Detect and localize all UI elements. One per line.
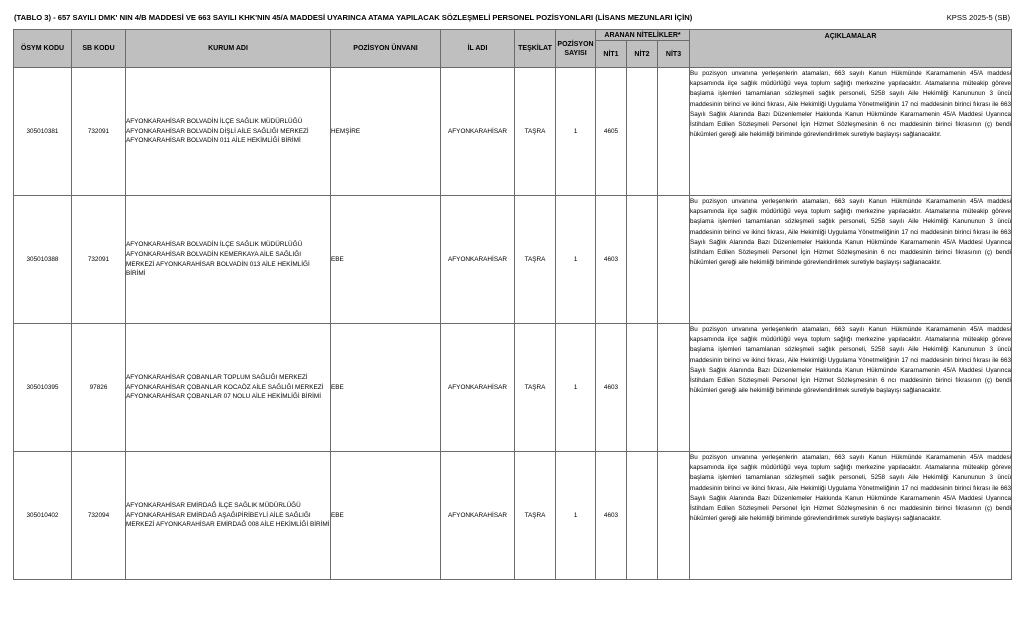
teskilat-cell: TAŞRA [515,68,556,196]
header-aranan-nitelikler: ARANAN NİTELİKLER* [596,30,690,41]
nit1-cell: 4603 [596,324,627,452]
aciklama-cell [690,196,1012,324]
nit3-cell [658,68,690,196]
aciklama-text: Bu pozisyon unvanına yerleşenlerin atamaları, 663 sayılı Kanun Hükmünde Kararnamenin 45/A maddesi kapsamında ilçe sağlık müdürlüğü veya toplum sağlığı merkezine yapılacaktır. Atamalarına müteakip göreve başlama işlemleri tamamlanan sözleşmeli sağlık personeli, 5258 sayılı Aile Hekimliği Kanununun 3 üncü maddesinin birinci ve ikinci fıkrası, Aile Hekimliği Uygulama Yönetmeliğinin 17 nci maddesinin birinci fıkrası ile 663 Sayılı Sağlık Alanında Bazı Düzenlemeler Hakkında Kanun Hükmünde Kararnamenin 45/A Maddesi Uyarınca İstihdam Edilen Sözleşmeli Personel İçin Hizmet Sözleşmesinin 6 ncı maddesinin birinci fıkrasının (ç) bendi hükümleri gereği aile hekimliği biriminde görevlendirilmek suretiyle başlayışı sağlanacaktır. [690,454,1012,523]
header-aciklamalar: AÇIKLAMALAR [690,30,1012,68]
kurum-adi-cell: AFYONKARAHİSAR EMİRDAĞ İLÇE SAĞLIK MÜDÜRLÜĞÜ AFYONKARAHİSAR EMİRDAĞ AŞAĞIPİRİBEYLİ AİLE SAĞLIĞI MERKEZİ AFYONKARAHİSAR EMİRDAĞ 008 AİLE HEKİMLİĞİ BİRİMİ [126,452,331,580]
nit2-cell [627,196,658,324]
il-adi-cell: AFYONKARAHİSAR [441,452,515,580]
kurum-adi-cell: AFYONKARAHİSAR BOLVADİN İLÇE SAĞLIK MÜDÜRLÜĞÜ AFYONKARAHİSAR BOLVADİN DİŞLİ AİLE SAĞLIĞI MERKEZİ AFYONKARAHİSAR BOLVADİN 011 AİLE HEKİMLİĞİ BİRİMİ [126,68,331,196]
nit2-cell [627,452,658,580]
header-pozisyon-sayisi: POZİSYON SAYISI [556,30,596,68]
header-nit3: NİT3 [658,41,690,68]
aciklama-text: Bu pozisyon unvanına yerleşenlerin atamaları, 663 sayılı Kanun Hükmünde Kararnamenin 45/A maddesi kapsamında ilçe sağlık müdürlüğü veya toplum sağlığı merkezine yapılacaktır. Atamalarına müteakip göreve başlama işlemleri tamamlanan sözleşmeli sağlık personeli, 5258 sayılı Aile Hekimliği Kanununun 3 üncü maddesinin birinci ve ikinci fıkrası, Aile Hekimliği Uygulama Yönetmeliğinin 17 nci maddesinin birinci fıkrası ile 663 Sayılı Sağlık Alanında Bazı Düzenlemeler Hakkında Kanun Hükmünde Kararnamenin 45/A Maddesi Uyarınca İstihdam Edilen Sözleşmeli Personel İçin Hizmet Sözleşmesinin 6 ncı maddesinin birinci fıkrasının (ç) bendi hükümleri gereği aile hekimliği biriminde görevlendirilmek suretiyle başlayışı sağlanacaktır. [690,70,1012,139]
osym-kodu-cell: 305010395 [14,324,72,452]
nit3-cell [658,196,690,324]
nit1-cell: 4605 [596,68,627,196]
sb-kodu-cell: 732091 [72,68,126,196]
aciklama-cell [690,324,1012,452]
aciklama-cell [690,68,1012,196]
pozisyon-sayisi-cell: 1 [556,324,596,452]
nit1-cell: 4603 [596,452,627,580]
nit2-cell [627,68,658,196]
osym-kodu-cell: 305010381 [14,68,72,196]
kurum-adi-cell: AFYONKARAHİSAR BOLVADİN İLÇE SAĞLIK MÜDÜRLÜĞÜ AFYONKARAHİSAR BOLVADİN KEMERKAYA AİLE SAĞLIĞI MERKEZİ AFYONKARAHİSAR BOLVADİN 013 AİLE HEKİMLİĞİ BİRİMİ [126,196,331,324]
positions-table [13,29,1012,580]
sb-kodu-cell: 97826 [72,324,126,452]
header-nit2: NİT2 [627,41,658,68]
table-row [14,196,1012,324]
il-adi-cell: AFYONKARAHİSAR [441,196,515,324]
nit3-cell [658,324,690,452]
pozisyon-sayisi-cell: 1 [556,68,596,196]
aciklama-cell [690,452,1012,580]
pozisyon-unvani-cell: EBE [331,324,441,452]
table-row [14,452,1012,580]
header-pozisyon-unvani: POZİSYON ÜNVANI [331,30,441,68]
pozisyon-unvani-cell: EBE [331,196,441,324]
pozisyon-sayisi-cell: 1 [556,452,596,580]
pozisyon-unvani-cell: EBE [331,452,441,580]
sb-kodu-cell: 732094 [72,452,126,580]
sb-kodu-cell: 732091 [72,196,126,324]
osym-kodu-cell: 305010388 [14,196,72,324]
table-row [14,324,1012,452]
table-title: (TABLO 3) - 657 SAYILI DMK' NIN 4/B MADDESİ VE 663 SAYILI KHK'NIN 45/A MADDESİ UYARINCA ATAMA YAPILACAK SÖZLEŞMELİ PERSONEL POZİSYONLARI (LİSANS MEZUNLARI İÇİN) [14,13,693,22]
teskilat-cell: TAŞRA [515,452,556,580]
nit2-cell [627,324,658,452]
header-osym-kodu: ÖSYM KODU [14,30,72,68]
teskilat-cell: TAŞRA [515,324,556,452]
aciklama-text: Bu pozisyon unvanına yerleşenlerin atamaları, 663 sayılı Kanun Hükmünde Kararnamenin 45/A maddesi kapsamında ilçe sağlık müdürlüğü veya toplum sağlığı merkezine yapılacaktır. Atamalarına müteakip göreve başlama işlemleri tamamlanan sözleşmeli sağlık personeli, 5258 sayılı Aile Hekimliği Kanununun 3 üncü maddesinin birinci ve ikinci fıkrası, Aile Hekimliği Uygulama Yönetmeliğinin 17 nci maddesinin birinci fıkrası ile 663 Sayılı Sağlık Alanında Bazı Düzenlemeler Hakkında Kanun Hükmünde Kararnamenin 45/A Maddesi Uyarınca İstihdam Edilen Sözleşmeli Personel İçin Hizmet Sözleşmesinin 6 ncı maddesinin birinci fıkrasının (ç) bendi hükümleri gereği aile hekimliği biriminde görevlendirilmek suretiyle başlayışı sağlanacaktır. [690,326,1012,395]
header-teskilat: TEŞKİLAT [515,30,556,68]
teskilat-cell: TAŞRA [515,196,556,324]
header-kurum-adi: KURUM ADI [126,30,331,68]
kurum-adi-cell: AFYONKARAHİSAR ÇOBANLAR TOPLUM SAĞLIĞI MERKEZİ AFYONKARAHİSAR ÇOBANLAR KOCAÖZ AİLE SAĞLIĞI MERKEZİ AFYONKARAHİSAR ÇOBANLAR 07 NOLU AİLE HEKİMLİĞİ BİRİMİ [126,324,331,452]
aciklama-text: Bu pozisyon unvanına yerleşenlerin atamaları, 663 sayılı Kanun Hükmünde Kararnamenin 45/A maddesi kapsamında ilçe sağlık müdürlüğü veya toplum sağlığı merkezine yapılacaktır. Atamalarına müteakip göreve başlama işlemleri tamamlanan sözleşmeli sağlık personeli, 5258 sayılı Aile Hekimliği Kanununun 3 üncü maddesinin birinci ve ikinci fıkrası, Aile Hekimliği Uygulama Yönetmeliğinin 17 nci maddesinin birinci fıkrası ile 663 Sayılı Sağlık Alanında Bazı Düzenlemeler Hakkında Kanun Hükmünde Kararnamenin 45/A Maddesi Uyarınca İstihdam Edilen Sözleşmeli Personel İçin Hizmet Sözleşmesinin 6 ncı maddesinin birinci fıkrasının (ç) bendi hükümleri gereği aile hekimliği biriminde görevlendirilmek suretiyle başlayışı sağlanacaktır. [690,198,1012,267]
header-nit1: NİT1 [596,41,627,68]
il-adi-cell: AFYONKARAHİSAR [441,324,515,452]
header-sb-kodu: SB KODU [72,30,126,68]
nit3-cell [658,452,690,580]
il-adi-cell: AFYONKARAHİSAR [441,68,515,196]
nit1-cell: 4603 [596,196,627,324]
osym-kodu-cell: 305010402 [14,452,72,580]
exam-code: KPSS 2025-5 (SB) [946,13,1010,22]
header-il-adi: İL ADI [441,30,515,68]
table-row [14,68,1012,196]
pozisyon-unvani-cell: HEMŞİRE [331,68,441,196]
pozisyon-sayisi-cell: 1 [556,196,596,324]
